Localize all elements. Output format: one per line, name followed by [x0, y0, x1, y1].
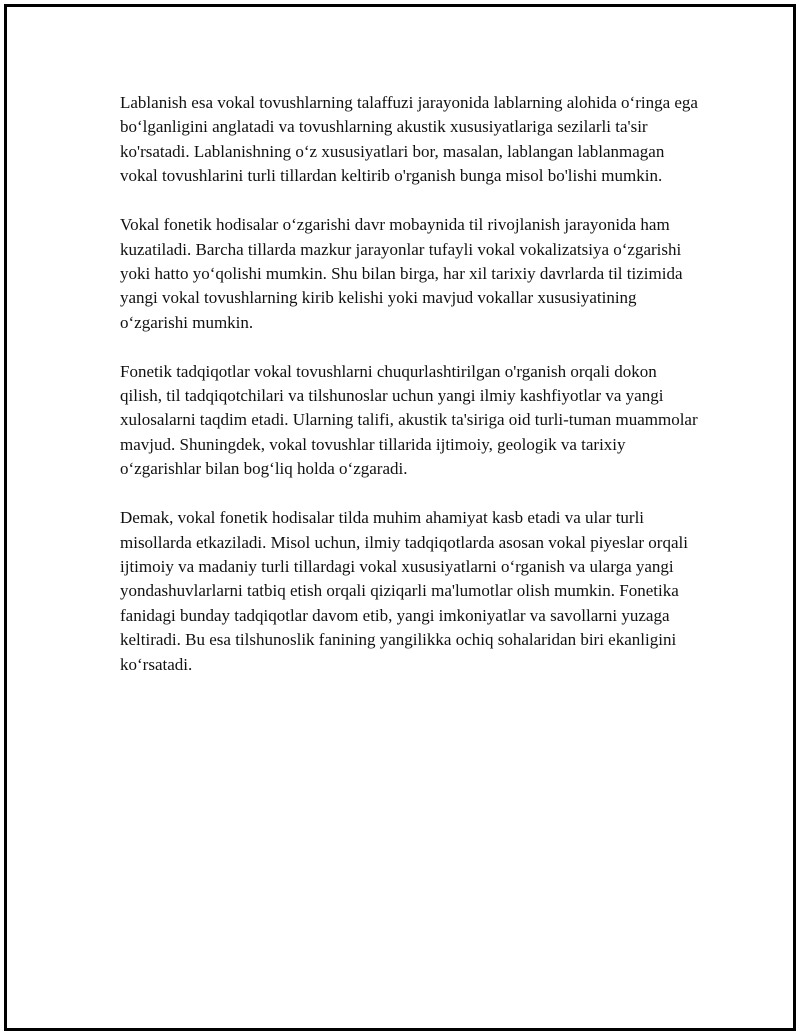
document-body [120, 91, 700, 702]
paragraph-4: Demak, vokal fonetik hodisalar tilda muhim ahamiyat kasb etadi va ular turli misollarda etkaziladi. Misol uchun, ilmiy tadqiqotlarda asosan vokal piyeslar orqali ijtimoiy va madaniy turli tillardagi vokal xususiyatlarni o‘rganish va ularga yangi yondashuvlarlarni tatbiq etish orqali qiziqarli ma'lumotlar olish mumkin. Fonetika fanidagi bunday tadqiqotlar davom etib, yangi imkoniyatlar va savollarni yuzaga keltiradi. Bu esa tilshunoslik fanining yangilikka ochiq sohalaridan biri ekanligini ko‘rsatadi. [120, 508, 688, 674]
paragraph-2: Vokal fonetik hodisalar o‘zgarishi davr mobaynida til rivojlanish jarayonida ham kuzatiladi. Barcha tillarda mazkur jarayonlar tufayli vokal vokalizatsiya o‘zgarishi yoki hatto yo‘qolishi mumkin. Shu bilan birga, har xil tarixiy davrlarda til tizimida yangi vokal tovushlarning kirib kelishi yoki mavjud vokallar xususiyatining o‘zgarishi mumkin. [120, 215, 683, 332]
paragraph-3: Fonetik tadqiqotlar vokal tovushlarni chuqurlashtirilgan o'rganish orqali dokon qilish, til tadqiqotchilari va tilshunoslar uchun yangi ilmiy kashfiyotlar va yangi xulosalarni taqdim etadi. Ularning talifi, akustik ta'siriga oid turli-tuman muammolar mavjud. Shuningdek, vokal tovushlar tillarida ijtimoiy, geologik va tarixiy o‘zgarishlar bilan bog‘liq holda o‘zgaradi. [120, 361, 698, 479]
paragraph-1: Lablanish esa vokal tovushlarning talaffuzi jarayonida lablarning alohida o‘ringa ega bo‘lganligini anglatadi va tovushlarning akustik xususiyatlariga sezilarli ta'sir ko'rsatadi. Lablanishning o‘z xususiyatlari bor, masalan, lablangan lablanmagan vokal tovushlarini turli tillardan keltirib o'rganish bunga misol bo'lishi mumkin. [120, 93, 698, 186]
page-frame [4, 4, 796, 1031]
